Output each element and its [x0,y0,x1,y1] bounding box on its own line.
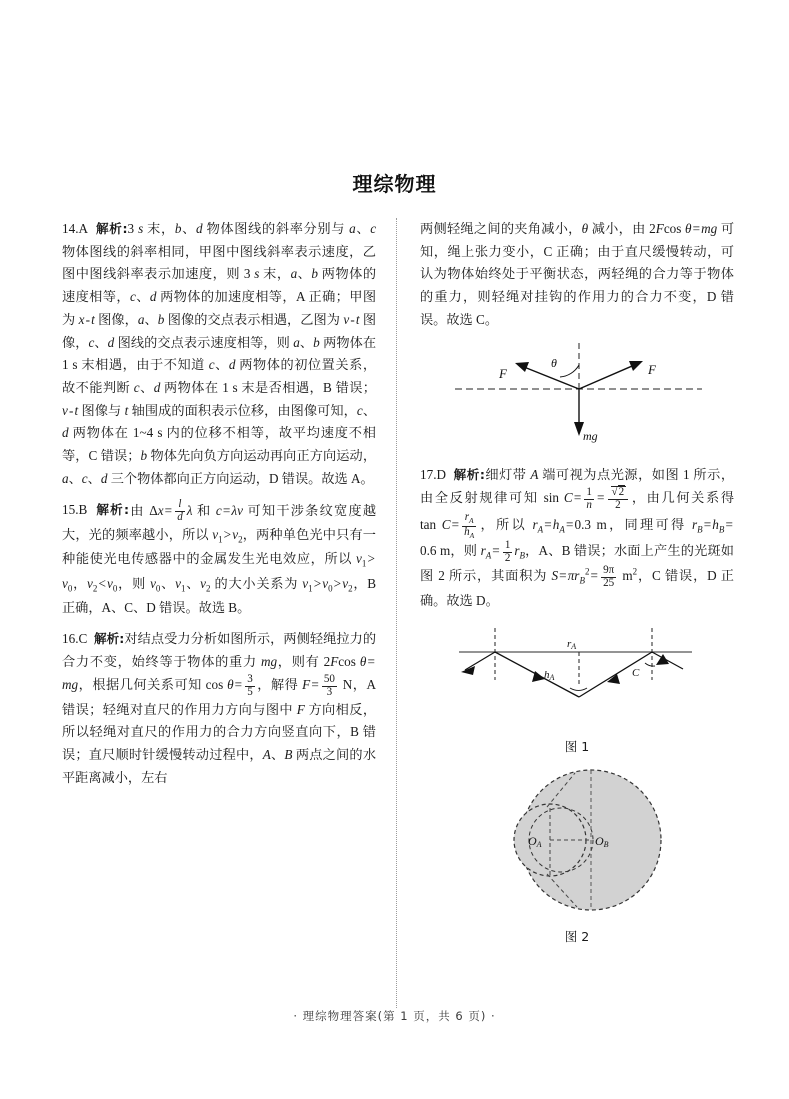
label-rA: rA [567,637,577,651]
label-theta: θ [551,355,557,370]
fraction-sqrt2-over-2: $\frac{√2}{2}$ [608,486,629,512]
theta-angle-arc [560,365,579,377]
fraction-1-over-2: $\frac{1}{2}$ [504,538,511,564]
two-column-body [62,218,734,1018]
column-divider [396,218,397,1008]
answer-item-16-continued [420,218,734,332]
label-force-left: F [499,365,507,381]
answer-item-17 [420,464,734,613]
item-16-continued-text: 两侧轻绳之间的夹角减小，θ 减小，由 2Fcos θ = mg 可知，绳上张力变小，C 正确；由于直尺缓慢转动，可认为物体始终处于平衡状态，两轻绳的合力等于物体的重力，则轻绳对挂钩的作用力的合力不变，D 错误。故选 C。 [420,221,735,327]
figure-1-block [420,622,734,755]
item-answer: B [78,502,88,518]
analysis-label: 解析: [94,631,125,647]
item-17-text: 细灯带 A 端可视为点光源，如图 1 所示，由全反射规律可知 sin C = $\frac{1}{n}$ = $\frac{√2}{2}$ ，由几何关系得 tan C = $\frac{r_A}{h_A}$ ，所以 $r_A$ = $h_A$ = 0.3 m，同理可得 $r_B$ = $h_B$ = 0.6 m，则 $r_A$ = $\frac{1}{2}$ $r_B$，A、B 错误；水面上产生的光斑如图 2 所示，其面积为 S = $\pi r_B^2$ = $\frac{9\pi}{25}$ $m^2$，C 错误，D 正确。故选 D。 [420,466,735,608]
label-hA: hA [544,668,555,682]
analysis-label: 解析: [96,502,130,518]
figure-force-diagram [420,341,734,454]
item-number: 16. [62,631,79,647]
figure-2-block [420,765,734,945]
answer-item-16 [62,628,376,789]
label-force-right: F [648,361,656,377]
figure-1-caption: 图 1 [564,738,590,754]
right-column [420,218,734,955]
fraction-1-over-n: $\frac{1}{n}$ [586,486,592,512]
ray-reflected-right [579,652,652,697]
total-reflection-diagram [427,622,727,730]
label-mg: mg [583,428,598,443]
page-title: 理综物理 [352,172,437,196]
vertex-angle-arc [570,688,587,690]
fraction-9pi-over-25: $\frac{9\pi}{25}$ [603,564,615,589]
fraction-3-over-5: $\frac{3}{5}$ [247,672,253,698]
item-answer: A [78,221,89,236]
item-number: 15. [62,502,79,518]
item-answer: C [78,631,88,647]
force-balance-diagram [427,341,727,449]
label-OA: OA [528,833,542,849]
item-16-text: 对结点受力分析如图所示，两侧轻绳拉力的合力不变，始终等于物体的重力 mg，则有 2Fcos θ = mg，根据几何关系可知 cos θ = $\frac{3}{5}$ ，解得 F = $\frac{50}{3}$ N，A 错误；轻绳对直尺的作用力方向与图中 F 方向相反，所以轻绳对直尺的作用力的合力方向竖直向下，B 错误；直尺顺时针缓慢转动过程中，A、B 两点之间的水平距离减小，左右 [62,631,377,785]
item-number: 14. [62,221,79,236]
figure-2-caption: 图 2 [564,928,590,944]
fraction-50-over-3: $\frac{50}{3}$ [323,672,335,698]
fraction-l-over-d: $\frac{l}{d}$ [177,498,183,524]
critical-angle-arc [645,663,655,666]
left-column [62,218,376,798]
answer-item-15 [62,499,376,619]
item-15-text: 由 Δx = $\frac{l}{d}$ λ 和 c = λν 可知干涉条纹宽度越大，光的频率越小，所以 $\nu_1$ > $\nu_2$，两种单色光中只有一种能使光电传感器中的金属发生光电效应，所以 $\nu_1$ > $\nu_0$，$\nu_2$ < $\nu_0$，则 $\nu_0$、$\nu_1$、$\nu_2$ 的大小关系为 $\nu_1$ > $\nu_0$ > $\nu_2$，B 正确，A、C、D 错误。故选 B。 [62,498,377,615]
answer-item-14 [62,218,376,490]
refracted-ray-left [461,652,495,675]
page-footer: · 理综物理答案(第 1 页，共 6 页) · [293,1009,496,1023]
item-number: 17. [420,466,437,482]
analysis-label: 解析: [453,466,485,482]
item-answer: D [436,466,447,482]
fraction-rA-over-hA: $\frac{r_A}{h_A}$ [464,511,475,540]
label-C: C [632,666,640,679]
force-arrow-left [515,362,579,389]
refracted-ray-right [652,652,683,669]
item-14-text: 3 s 末，b、d 物体图线的斜率分别与 a、c 物体图线的斜率相同，甲图中图线斜率表示速度，乙图中图线斜率表示加速度，则 3 s 末，a、b 两物体的速度相等，c、d 两物体的加速度相等，A 正确；甲图为 x - t 图像，a、b 图像的交点表示相遇，乙图为 v - t 图像，c、d 图线的交点表示速度相等，则 a、b 两物体在 1 s 末相遇，由于不知道 c、d 两物体的初位置关系，故不能判断 c、d 两物体在 1 s 末是否相遇，B 错误；v - t 图像与 t 轴围成的面积表示位移，由图像可知，c、d 两物体在 1~4 s 内的位移不相等，故平均速度不相等，C 错误；b 物体先向负方向运动再向正方向运动，a、c、d 三个物体都向正方向运动，D 错误。故选 A。 [62,221,377,486]
label-OB: OB [595,833,609,849]
force-arrow-right [579,361,643,389]
analysis-label: 解析: [95,221,128,236]
light-spot-circles-diagram [427,765,727,920]
